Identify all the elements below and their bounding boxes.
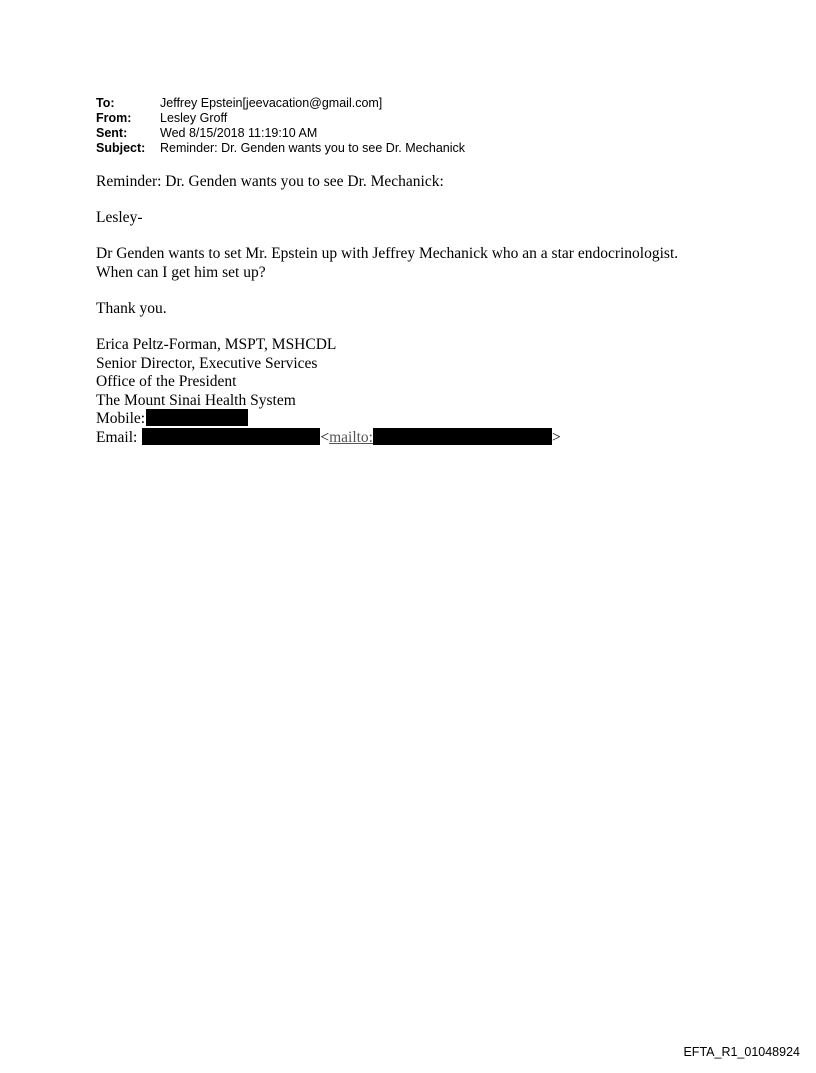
signature-email-row: [96, 428, 756, 447]
from-value: Lesley Groff: [160, 111, 228, 125]
mailto-open: <: [320, 428, 330, 446]
reminder-paragraph: [96, 172, 756, 191]
from-row: [96, 111, 465, 126]
signature-org: The Mount Sinai Health System: [96, 391, 296, 409]
signature-name: Erica Peltz-Forman, MSPT, MSHCDL: [96, 336, 337, 353]
mailto-close: >: [552, 428, 561, 446]
signature-mobile-row: [96, 409, 756, 428]
to-value: Jeffrey Epstein[jeevacation@gmail.com]: [160, 96, 383, 110]
from-label: From:: [96, 111, 132, 125]
mobile-label: Mobile:: [96, 410, 146, 427]
email-body: [96, 172, 756, 446]
to-row: [96, 96, 465, 111]
greeting-line: Lesley-: [96, 209, 143, 226]
email-header: [96, 96, 465, 156]
message-line-1: Dr Genden wants to set Mr. Epstein up with Jeffrey Mechanick who an a star endocrinologist.: [96, 245, 679, 262]
thanks-line: Thank you.: [96, 300, 167, 317]
mailto-link[interactable]: mailto:: [329, 428, 373, 446]
document-id: EFTA_R1_01048924: [683, 1045, 800, 1059]
subject-label: Subject:: [96, 141, 146, 155]
thanks-paragraph: [96, 299, 756, 318]
sent-row: [96, 126, 465, 141]
redaction-box-mailto: [373, 428, 552, 445]
redaction-box-mobile: [146, 409, 248, 426]
signature-title: Senior Director, Executive Services: [96, 354, 318, 372]
message-line-2: When can I get him set up?: [96, 264, 266, 281]
email-label: Email:: [96, 428, 138, 446]
subject-value: Reminder: Dr. Genden wants you to see Dr. Mechanick: [160, 141, 466, 155]
greeting-paragraph: [96, 208, 756, 227]
message-paragraph: [96, 244, 756, 282]
signature-office: Office of the President: [96, 373, 237, 390]
sent-value: Wed 8/15/2018 11:19:10 AM: [160, 126, 318, 140]
redaction-box-email: [142, 428, 320, 445]
to-label: To:: [96, 96, 115, 110]
sent-label: Sent:: [96, 126, 128, 140]
signature-block: [96, 335, 756, 446]
subject-row: [96, 141, 465, 156]
reminder-line: Reminder: Dr. Genden wants you to see Dr. Mechanick:: [96, 173, 444, 190]
